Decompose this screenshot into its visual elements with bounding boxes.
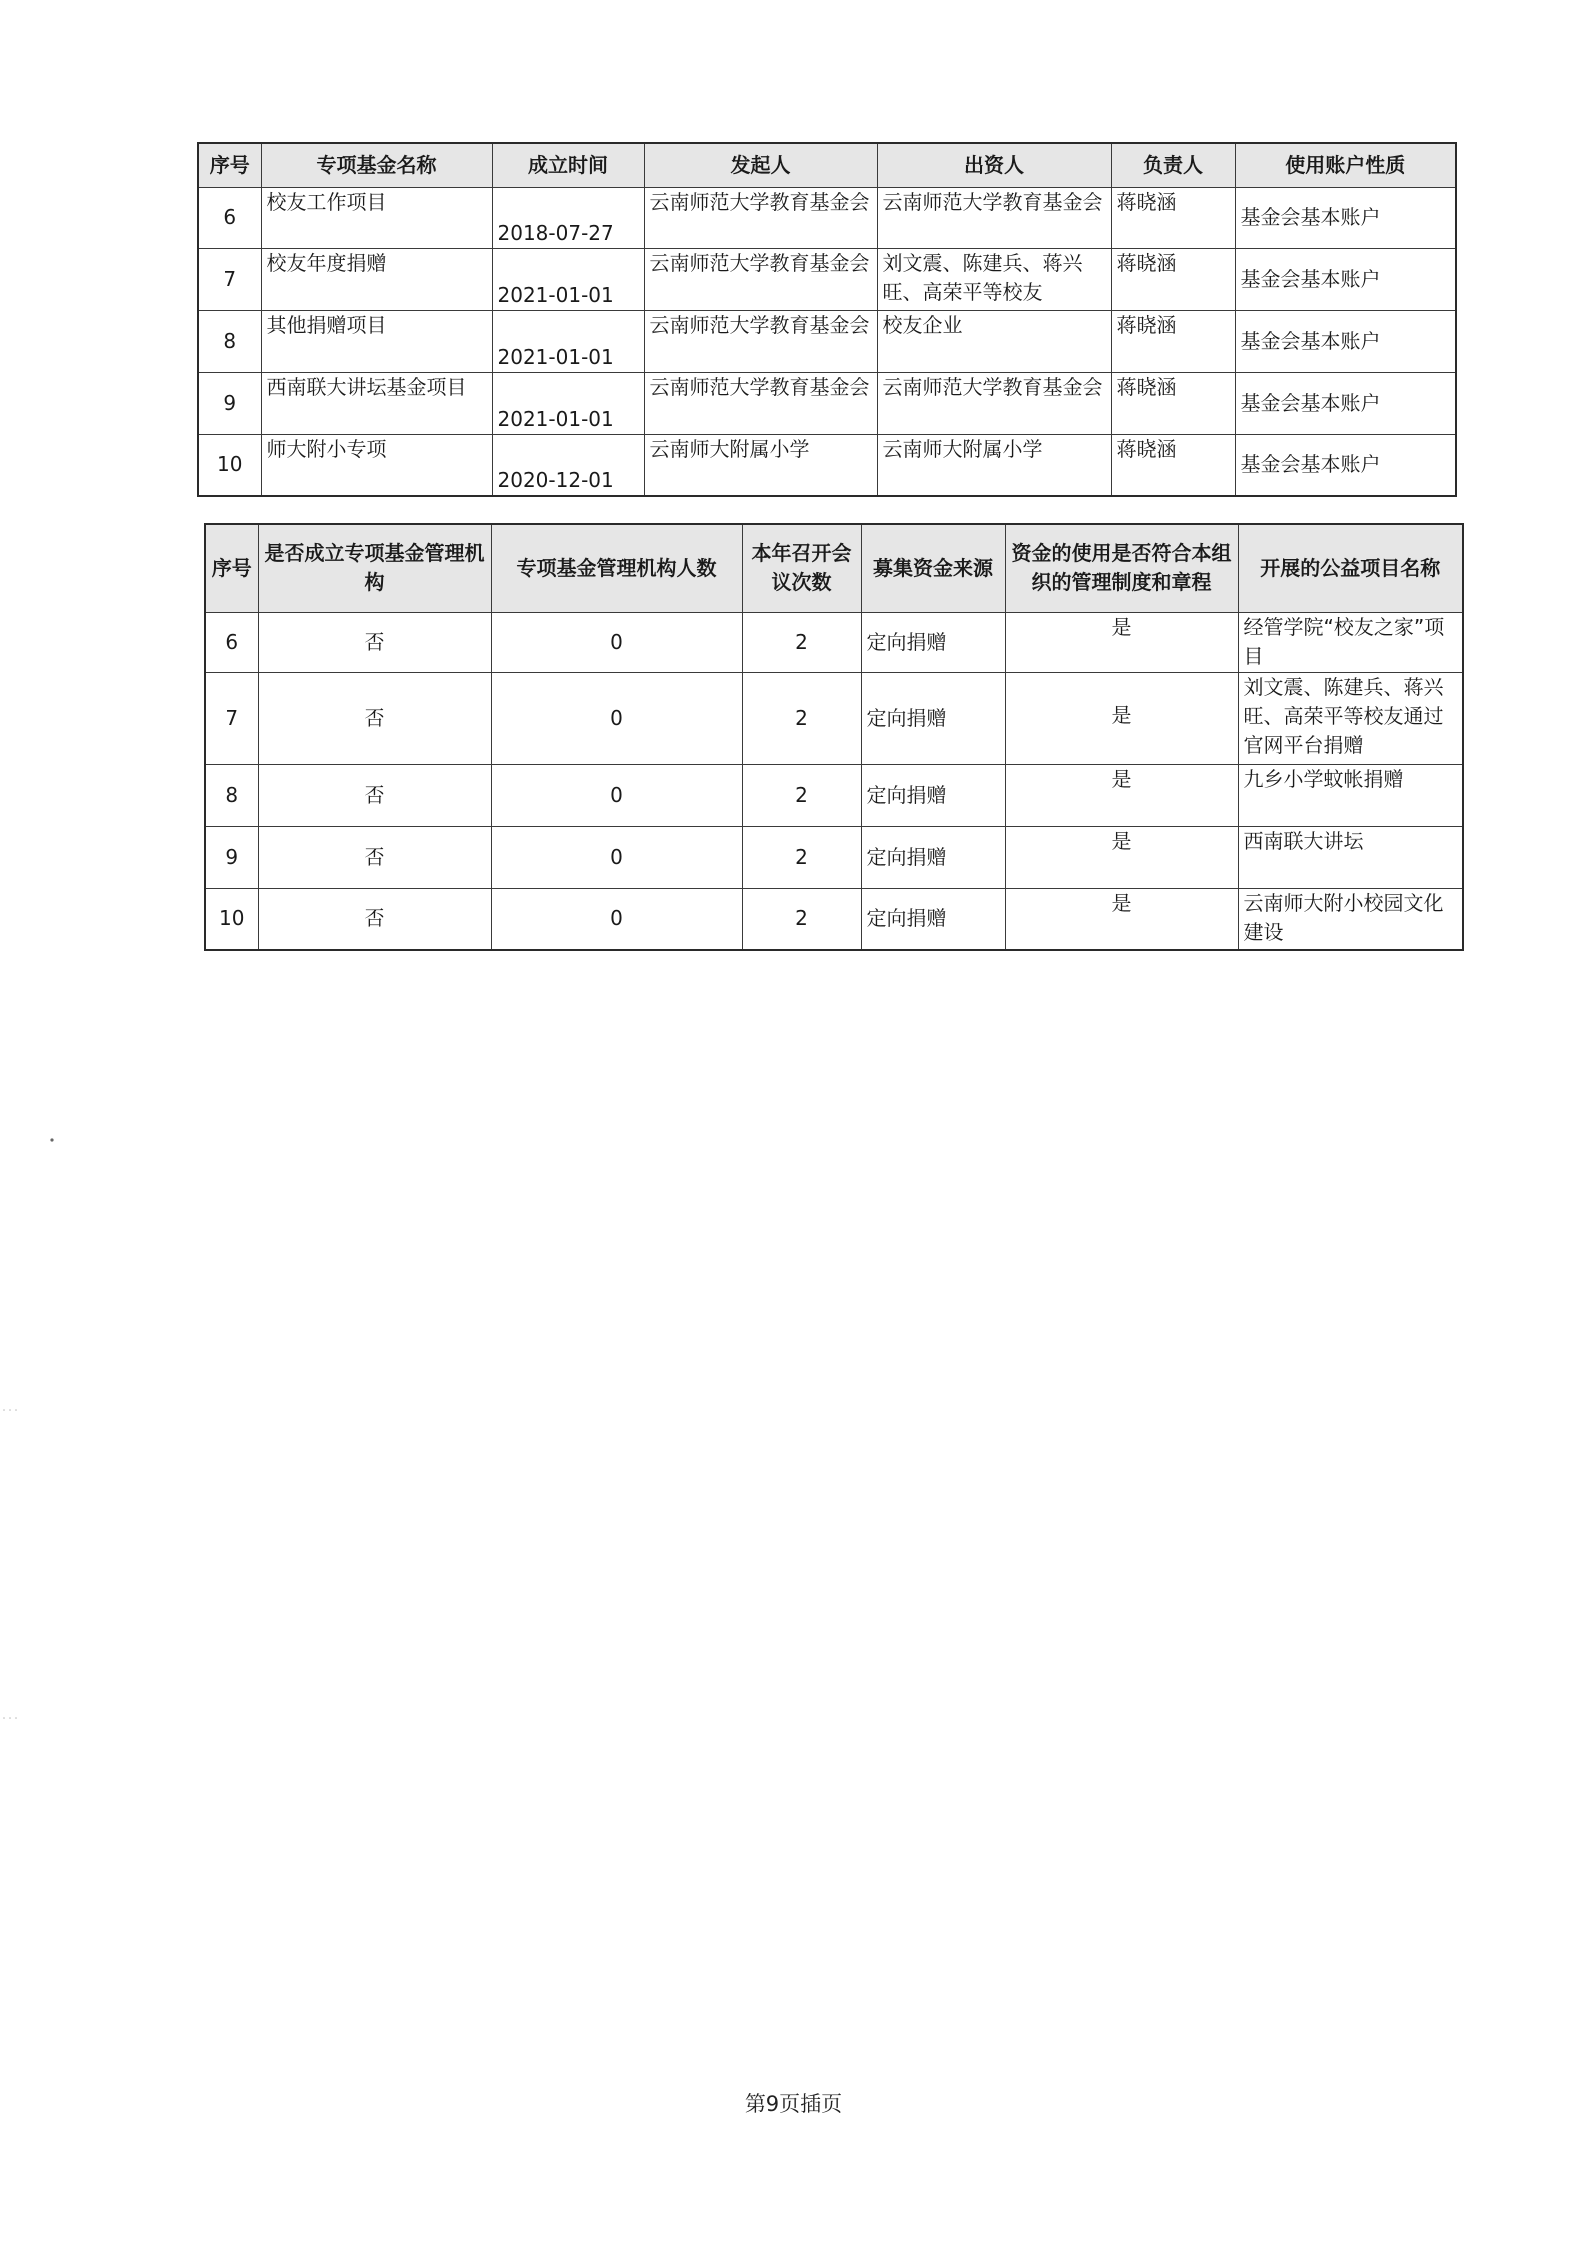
contributor: 刘文震、陈建兵、蒋兴旺、高荣平等校友 bbox=[877, 248, 1111, 310]
fund-source: 定向捐赠 bbox=[861, 888, 1005, 950]
column-header-has-management-body: 是否成立专项基金管理机构 bbox=[258, 524, 491, 612]
row-index: 8 bbox=[205, 764, 258, 826]
column-header-index: 序号 bbox=[205, 524, 258, 612]
fund-name: 其他捐赠项目 bbox=[261, 310, 492, 372]
contributor: 云南师范大学教育基金会 bbox=[877, 372, 1111, 434]
column-header-compliance: 资金的使用是否符合本组织的管理制度和章程 bbox=[1005, 524, 1238, 612]
column-header-index: 序号 bbox=[198, 143, 261, 187]
has-management-body: 否 bbox=[258, 672, 491, 764]
column-header-fund-name: 专项基金名称 bbox=[261, 143, 492, 187]
compliance: 是 bbox=[1005, 888, 1238, 950]
established-date: 2021-01-01 bbox=[492, 310, 644, 372]
account-type: 基金会基本账户 bbox=[1235, 248, 1456, 310]
column-header-initiator: 发起人 bbox=[644, 143, 877, 187]
table-row bbox=[198, 248, 1456, 310]
row-index: 10 bbox=[205, 888, 258, 950]
fund-name: 西南联大讲坛基金项目 bbox=[261, 372, 492, 434]
row-index: 8 bbox=[198, 310, 261, 372]
manager: 蒋晓涵 bbox=[1111, 310, 1235, 372]
account-type: 基金会基本账户 bbox=[1235, 187, 1456, 248]
table-row bbox=[198, 187, 1456, 248]
meetings-held: 2 bbox=[742, 826, 861, 888]
fund-source: 定向捐赠 bbox=[861, 826, 1005, 888]
has-management-body: 否 bbox=[258, 612, 491, 672]
table-row bbox=[205, 888, 1463, 950]
fund-name: 校友工作项目 bbox=[261, 187, 492, 248]
fund-source: 定向捐赠 bbox=[861, 612, 1005, 672]
established-date: 2020-12-01 bbox=[492, 434, 644, 496]
manager: 蒋晓涵 bbox=[1111, 187, 1235, 248]
management-body-size: 0 bbox=[491, 764, 742, 826]
column-header-contributor: 出资人 bbox=[877, 143, 1111, 187]
row-index: 10 bbox=[198, 434, 261, 496]
row-index: 7 bbox=[205, 672, 258, 764]
compliance: 是 bbox=[1005, 826, 1238, 888]
column-header-management-body-size: 专项基金管理机构人数 bbox=[491, 524, 742, 612]
column-header-charity-projects: 开展的公益项目名称 bbox=[1238, 524, 1463, 612]
charity-project-name: 九乡小学蚊帐捐赠 bbox=[1238, 764, 1463, 826]
contributor: 云南师大附属小学 bbox=[877, 434, 1111, 496]
page-number-footer: 第9页插页 bbox=[744, 2092, 843, 2116]
meetings-held: 2 bbox=[742, 888, 861, 950]
management-body-size: 0 bbox=[491, 826, 742, 888]
contributor: 云南师范大学教育基金会 bbox=[877, 187, 1111, 248]
meetings-held: 2 bbox=[742, 672, 861, 764]
row-index: 7 bbox=[198, 248, 261, 310]
initiator: 云南师范大学教育基金会 bbox=[644, 372, 877, 434]
table-header-row bbox=[198, 143, 1456, 187]
table-row bbox=[198, 310, 1456, 372]
management-body-size: 0 bbox=[491, 672, 742, 764]
charity-project-name: 刘文震、陈建兵、蒋兴旺、高荣平等校友通过官网平台捐赠 bbox=[1238, 672, 1463, 764]
column-header-manager: 负责人 bbox=[1111, 143, 1235, 187]
table-row bbox=[205, 612, 1463, 672]
compliance: 是 bbox=[1005, 672, 1238, 764]
table-row bbox=[198, 372, 1456, 434]
established-date: 2021-01-01 bbox=[492, 248, 644, 310]
special-fund-info-table bbox=[197, 142, 1457, 497]
charity-project-name: 云南师大附小校园文化建设 bbox=[1238, 888, 1463, 950]
table-row bbox=[205, 672, 1463, 764]
meetings-held: 2 bbox=[742, 612, 861, 672]
row-index: 9 bbox=[205, 826, 258, 888]
established-date: 2021-01-01 bbox=[492, 372, 644, 434]
initiator: 云南师大附属小学 bbox=[644, 434, 877, 496]
management-body-size: 0 bbox=[491, 888, 742, 950]
column-header-fund-source: 募集资金来源 bbox=[861, 524, 1005, 612]
compliance: 是 bbox=[1005, 612, 1238, 672]
column-header-meetings-held: 本年召开会议次数 bbox=[742, 524, 861, 612]
column-header-established-date: 成立时间 bbox=[492, 143, 644, 187]
table-header-row bbox=[205, 524, 1463, 612]
fund-name: 校友年度捐赠 bbox=[261, 248, 492, 310]
charity-project-name: 经管学院“校友之家”项目 bbox=[1238, 612, 1463, 672]
table-row bbox=[198, 434, 1456, 496]
contributor: 校友企业 bbox=[877, 310, 1111, 372]
fund-source: 定向捐赠 bbox=[861, 672, 1005, 764]
special-fund-management-table bbox=[204, 523, 1464, 951]
initiator: 云南师范大学教育基金会 bbox=[644, 310, 877, 372]
meetings-held: 2 bbox=[742, 764, 861, 826]
manager: 蒋晓涵 bbox=[1111, 248, 1235, 310]
management-body-size: 0 bbox=[491, 612, 742, 672]
fund-source: 定向捐赠 bbox=[861, 764, 1005, 826]
charity-project-name: 西南联大讲坛 bbox=[1238, 826, 1463, 888]
fund-name: 师大附小专项 bbox=[261, 434, 492, 496]
account-type: 基金会基本账户 bbox=[1235, 434, 1456, 496]
manager: 蒋晓涵 bbox=[1111, 372, 1235, 434]
row-index: 6 bbox=[198, 187, 261, 248]
account-type: 基金会基本账户 bbox=[1235, 372, 1456, 434]
row-index: 9 bbox=[198, 372, 261, 434]
manager: 蒋晓涵 bbox=[1111, 434, 1235, 496]
has-management-body: 否 bbox=[258, 826, 491, 888]
initiator: 云南师范大学教育基金会 bbox=[644, 248, 877, 310]
account-type: 基金会基本账户 bbox=[1235, 310, 1456, 372]
established-date: 2018-07-27 bbox=[492, 187, 644, 248]
column-header-account-type: 使用账户性质 bbox=[1235, 143, 1456, 187]
table-row bbox=[205, 764, 1463, 826]
initiator: 云南师范大学教育基金会 bbox=[644, 187, 877, 248]
row-index: 6 bbox=[205, 612, 258, 672]
has-management-body: 否 bbox=[258, 888, 491, 950]
has-management-body: 否 bbox=[258, 764, 491, 826]
table-row bbox=[205, 826, 1463, 888]
compliance: 是 bbox=[1005, 764, 1238, 826]
